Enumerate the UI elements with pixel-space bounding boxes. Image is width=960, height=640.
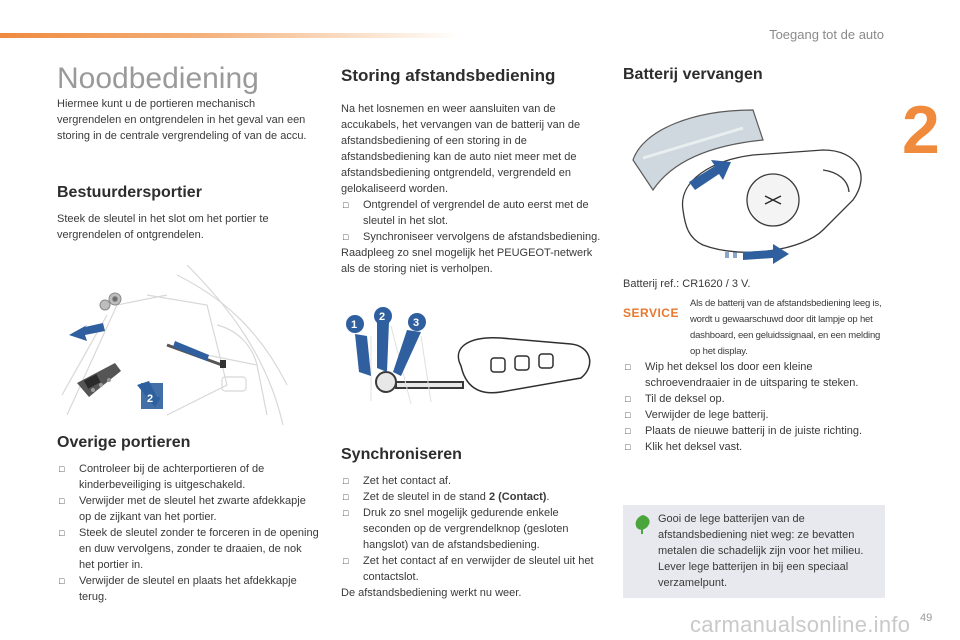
- other-doors-list: [57, 461, 319, 605]
- list-item: □ Zet de sleutel in de stand 2 (Contact).: [341, 489, 603, 505]
- step-3-label: 3: [413, 317, 420, 329]
- image-step-label: 2: [147, 393, 154, 405]
- step-1-label: 1: [351, 319, 358, 331]
- section-title: Toegang tot de auto: [769, 27, 884, 42]
- chapter-number: 2: [902, 92, 940, 168]
- header-accent-bar: [0, 33, 460, 38]
- list-item: □ Druk zo snel mogelijk gedurende enkele seconden op de vergrendelknop (gesloten hangslot) van de afstandsbediening.: [341, 505, 603, 553]
- column-remote-fault: [341, 60, 603, 277]
- list-item: □ Klik het deksel vast.: [623, 439, 885, 455]
- environment-note: [623, 505, 885, 598]
- intro-text: Hiermee kunt u de portieren mechanisch vergrendelen en ontgrendelen in het geval van een storing in de centrale vergrendeling of van de accu.: [57, 98, 307, 142]
- column-battery: [623, 60, 885, 84]
- other-doors-section: [57, 434, 319, 605]
- battery-steps-list: [623, 359, 885, 455]
- driver-door-text: Steek de sleutel in het slot om het portier te vergrendelen of ontgrendelen.: [57, 213, 269, 241]
- sync-section: [341, 446, 603, 601]
- list-item: □ Ontgrendel of vergrendel de auto eerst met de sleutel in het slot.: [341, 197, 603, 229]
- door-lock-illustration: [57, 265, 291, 427]
- list-item: □ Zet het contact af.: [341, 473, 603, 489]
- remote-fault-list: [341, 197, 603, 245]
- list-item: □ Verwijder de sleutel en plaats het afdekkapje terug.: [57, 573, 319, 605]
- battery-steps: [623, 359, 885, 455]
- leaf-icon: [633, 513, 653, 540]
- column-emergency: [57, 60, 319, 243]
- contact-position: 2 (Contact): [488, 491, 547, 503]
- watermark: carmanualsonline.info: [690, 612, 911, 637]
- service-warning-icon: SERVICE: [623, 306, 679, 320]
- environment-note-text: Gooi de lege batterijen van de afstandsbediening niet weg: ze bevatten metalen die schadelijk zijn voor het milieu. Lever lege batterijen in bij een speciaal verzamelpunt.: [658, 513, 864, 589]
- heading-other-doors: Overige portieren: [57, 434, 191, 451]
- remote-fault-outro: Raadpleeg zo snel mogelijk het PEUGEOT-netwerk als de storing niet is verholpen.: [341, 247, 593, 275]
- list-item: □ Til de deksel op.: [623, 391, 885, 407]
- heading-remote-fault: Storing afstandsbediening: [341, 66, 556, 85]
- list-item: □ Steek de sleutel zonder te forceren in de opening en duw vervolgens, zonder te draaien, de nok het portier in.: [57, 525, 319, 573]
- remote-fault-intro: Na het losnemen en weer aansluiten van de accukabels, het vervangen van de batterij van de afstandsbediening of een storing in de afstandsbediening kan de auto niet meer met de afstandsbediening ontgrendeld, vergrendeld en gelokaliseerd worden.: [341, 103, 581, 195]
- battery-replace-illustration: [623, 100, 885, 268]
- list-item: □ Verwijder met de sleutel het zwarte afdekkapje op de zijkant van het portier.: [57, 493, 319, 525]
- page-number: 49: [920, 612, 933, 624]
- sync-list: [341, 473, 603, 585]
- step-2-label: 2: [379, 311, 386, 323]
- battery-reference: Batterij ref.: CR1620 / 3 V.: [623, 278, 751, 290]
- key-sync-illustration: [341, 306, 603, 406]
- list-item: □ Verwijder de lege batterij.: [623, 407, 885, 423]
- service-note: Als de batterij van de afstandsbediening leeg is, wordt u gewaarschuwd door dit lampje op het dashboard, een geluidssignaal, en een melding op het display.: [690, 298, 882, 357]
- list-item: □ Zet het contact af en verwijder de sleutel uit het contactslot.: [341, 553, 603, 585]
- list-item: □ Synchroniseer vervolgens de afstandsbediening.: [341, 229, 603, 245]
- heading-battery: Batterij vervangen: [623, 66, 763, 83]
- list-item: □ Wip het deksel los door een kleine schroevendraaier in de uitsparing te steken.: [623, 359, 885, 391]
- heading-sync: Synchroniseren: [341, 446, 462, 463]
- page-title: Noodbediening: [57, 62, 259, 95]
- list-item: □ Controleer bij de achterportieren of de kinderbeveiliging is uitgeschakeld.: [57, 461, 319, 493]
- sync-outro: De afstandsbediening werkt nu weer.: [341, 587, 522, 599]
- battery-ref-block: [623, 276, 885, 292]
- heading-driver-door: Bestuurdersportier: [57, 184, 202, 201]
- list-item: □ Plaats de nieuwe batterij in de juiste richting.: [623, 423, 885, 439]
